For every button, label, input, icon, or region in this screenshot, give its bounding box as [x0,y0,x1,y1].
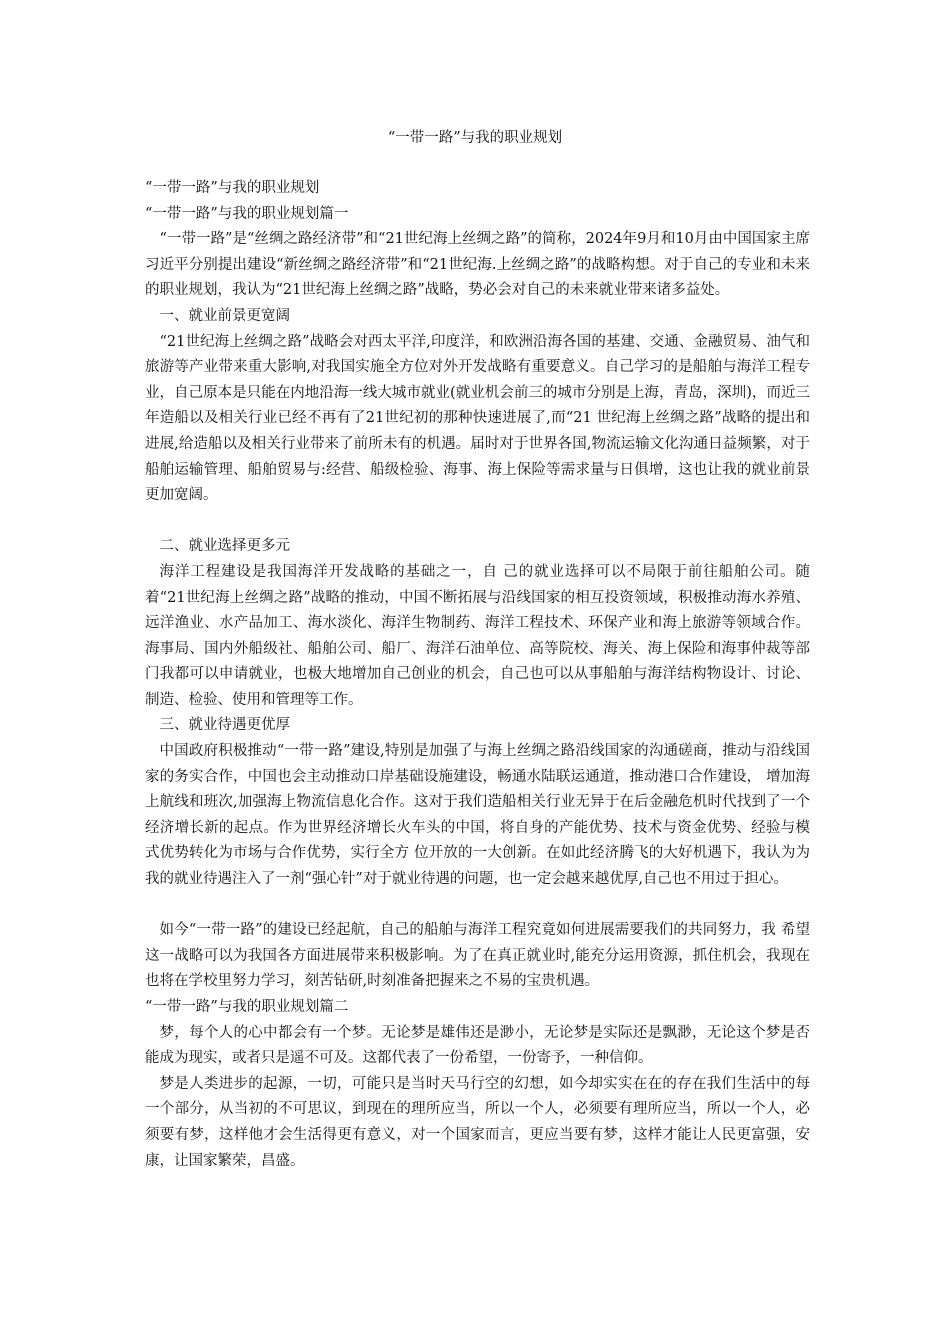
paragraph-intro: “一带一路”是“丝绸之路经济带”和“21世纪海上丝绸之路”的简称，2024年9月和10月由中国国家主席习近平分别提出建设“新丝绸之路经济带”和“21世纪海.上丝绸之路”的战略构想。对于自己的专业和未来的职业规划，我认为“21世纪海上丝绸之路”战略，势必会对自己的未来就业带来诸多益处。 [145,231,810,299]
section-heading-part-two: “一带一路”与我的职业规划篇二 [145,999,349,1015]
paragraph-dream-intro: 梦，每个人的心中都会有一个梦。无论梦是雄伟还是渺小，无论梦是实际还是飘渺，无论这个梦是否能成为现实，或者只是遥不可及。这都代表了一份希望，一份寄予，一种信仰。 [145,1024,810,1067]
paragraph-spacer [145,893,810,919]
section-heading-part-one: “一带一路”与我的职业规划篇一 [145,205,349,222]
paragraph-spacer [145,509,810,535]
paragraph-employment-choices: 海洋工程建设是我国海洋开发战略的基础之一，自 己的就业选择可以不局限于前往船舶公司。随着“21世纪海上丝绸之路”战略的推动，中国不断拓展与沿线国家的相互投资领域，积极推动海水养殖、远洋渔业、水产品加工、海水淡化、海洋生物制药、海洋工程技术、环保产业和海上旅游等领域合作。海事局、国内外船级社、船舶公司、船厂、海洋石油单位、高等院校、海关、海上保险和海事仲裁等部门我都可以申请就业，也极大地增加自己创业的机会，自己也可以从事船舶与海洋结构物设计、讨论、制造、检验、使用和管理等工作。 [145,563,810,708]
heading-employment-choices: 二、就业选择更多元 [159,538,290,555]
paragraph-employment-prospects: “21世纪海上丝绸之路”战略会对西太平洋,印度洋，和欧洲沿海各国的基建、交通、金融贸易、油气和旅游等产业带来重大影响,对我国实施全方位对外开发战略有重要意义。自己学习的是船舶与海洋工程专业，自己原本是只能在内地沿海一线大城市就业(就业机会前三的城市分别是上海，青岛，深圳)，而近三年造船以及相关行业已经不再有了21世纪初的那种快速进展了,而“21 世纪海上丝绸之路”战略的提出和进展,给造船以及相关行业带来了前所未有的机遇。届时对于世界各国,物流运输文化沟通日益频繁，对于船舶运输管理、船舶贸易与:经营、船级检验、海事、海上保险等需求量与日俱增，这也让我的就业前景更加宽阔。 [145,333,810,504]
document-body [145,176,810,1174]
paragraph-conclusion: 如今“一带一路”的建设已经起航，自己的船舶与海洋工程究竟如何进展需要我们的共同努力，我 希望这一战略可以为我国各方面进展带来积极影响。为了在真正就业时,能充分运用资源，抓住机会，我现在 也将在学校里努力学习，刻苦钻研,时刻准备把握来之不易的宝贵机遇。 [145,922,810,990]
heading-employment-prospects: 一、就业前景更宽阔 [159,307,290,324]
document-title: “一带一路”与我的职业规划 [387,130,563,146]
heading-employment-benefits: 三、就业待遇更优厚 [159,717,290,734]
paragraph-dream-origin: 梦是人类进步的起源，一切，可能只是当时天马行空的幻想，如今却实实在在的存在我们生活中的每一个部分，从当初的不可思议，到现在的理所应当，所以一个人，必须要有理所应当，所以一个人，必须要有梦，这样他才会生活得更有意义，对一个国家而言，更应当要有梦，这样才能让人民更富强，安康，让国家繁荣，昌盛。 [145,1075,810,1169]
document-subtitle: “一带一路”与我的职业规划 [145,180,320,196]
paragraph-employment-benefits: 中国政府积极推动“一带一路”建设,特别是加强了与海上丝绸之路沿线国家的沟通磋商，推动与沿线国家的务实合作，中国也会主动推动口岸基础设施建设，畅通水陆联运通道，推动港口合作建设， 增加海上航线和班次,加强海上物流信息化合作。这对于我们造船相关行业无异于在后金融危机时代找到了一个经济增长新的起点。作为世界经济增长火车头的中国，将自身的产能优势、技术与资金优势、经验与模式优势转化为市场与合作优势，实行全方 位开放的一大创新。在如此经济腾飞的大好机遇下，我认为为 我的就业待遇注入了一剂“强心针”对于就业待遇的问题，也一定会越来越优厚,自己也不用过于担心。 [145,743,810,888]
